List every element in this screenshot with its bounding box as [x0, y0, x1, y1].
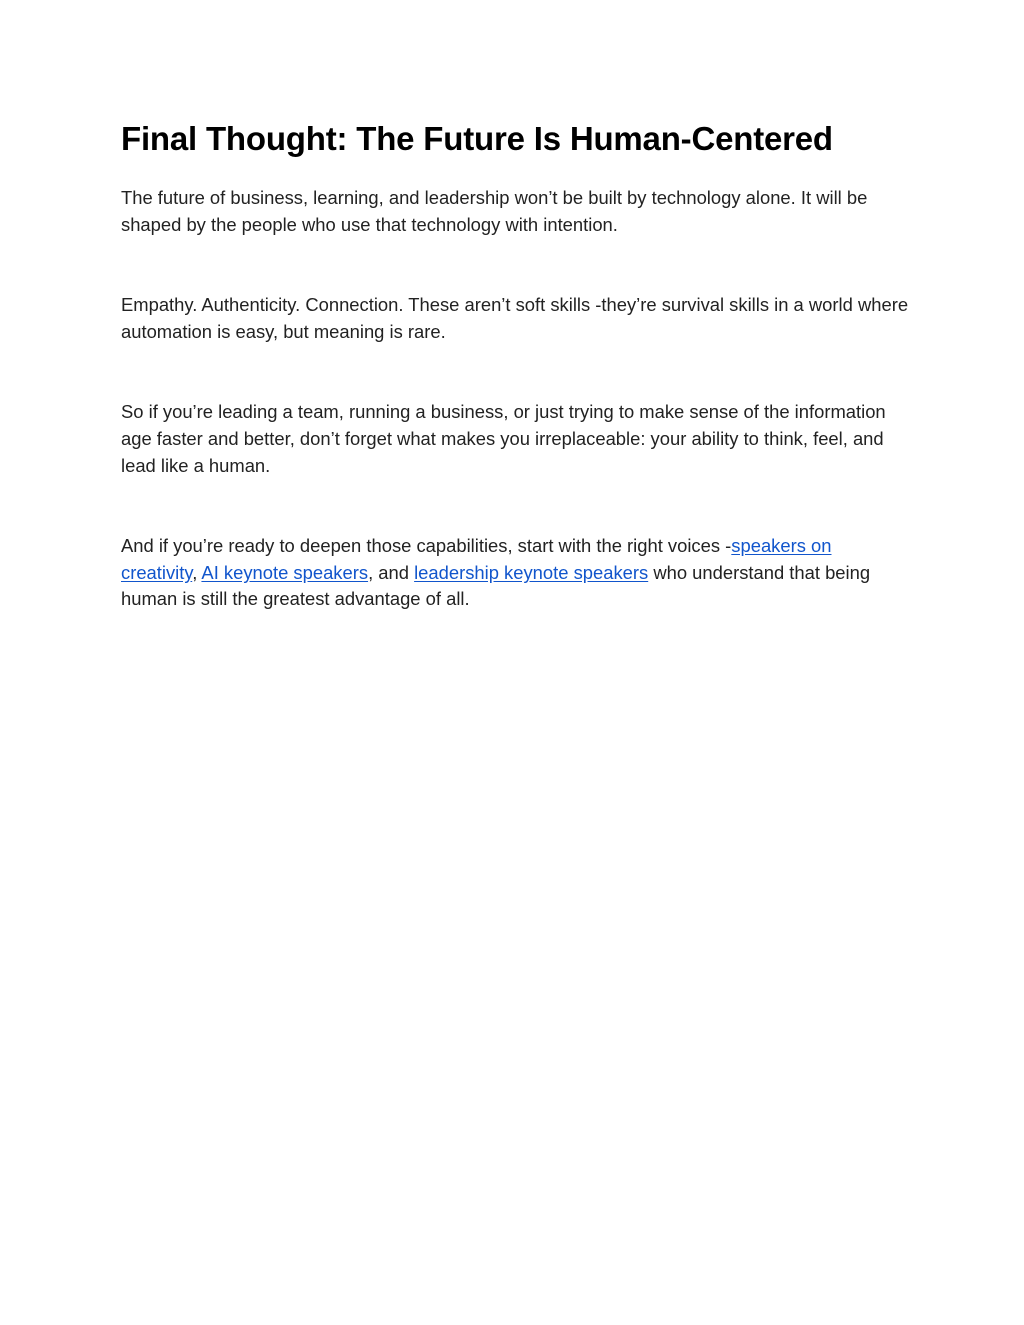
- ai-keynote-speakers-link[interactable]: AI keynote speakers: [201, 561, 369, 583]
- paragraph-leading-a-team: So if you’re leading a team, running a business, or just trying to make sense of the information age faster and better, don’t forget what makes you irreplaceable: your ability to think, feel, and lead like a human.: [121, 401, 886, 476]
- leadership-keynote-speakers-link[interactable]: leadership keynote speakers: [414, 561, 649, 583]
- speakers-on-creativity-link[interactable]: speakers on creativity: [121, 535, 832, 583]
- document-page: [121, 118, 911, 613]
- page-title: Final Thought: The Future Is Human-Centered: [121, 120, 833, 157]
- paragraph-speakers-outro: who understand that being human is still the greatest advantage of all.: [121, 561, 871, 610]
- separator-text: , and: [368, 561, 415, 583]
- paragraph-empathy: Empathy. Authenticity. Connection. These aren’t soft skills -they’re survival skills in a world where automation is easy, but meaning is rare.: [121, 294, 909, 342]
- separator-text: ,: [192, 561, 202, 583]
- paragraph-speakers-intro: And if you’re ready to deepen those capabilities, start with the right voices -: [121, 535, 732, 557]
- paragraph-speakers: [121, 533, 911, 613]
- paragraph-future-of-business: The future of business, learning, and leadership won’t be built by technology alone. It will be shaped by the people who use that technology with intention.: [121, 187, 868, 235]
